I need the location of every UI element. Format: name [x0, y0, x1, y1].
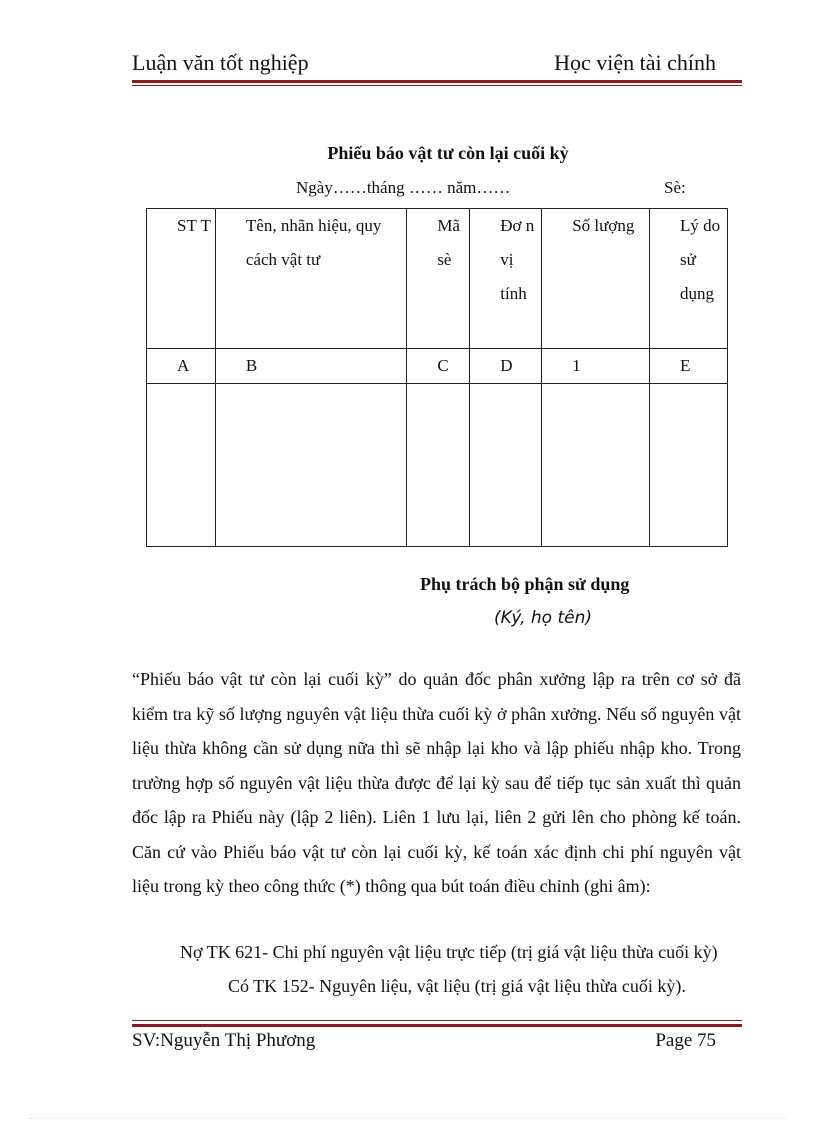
letter-1: 1	[542, 349, 650, 384]
col-header-stt: ST T	[147, 209, 216, 349]
signature-note: (Ký, họ tên)	[494, 608, 592, 628]
table-letter-row	[147, 349, 728, 384]
header-rule	[132, 80, 742, 83]
form-title: Phiếu báo vật tư còn lại cuối kỳ	[327, 143, 569, 163]
journal-entry-credit: Có TK 152- Nguyên liệu, vật liệu (trị giá vật liệu thừa cuối kỳ).	[228, 976, 686, 996]
col-header-code: Mã sè	[407, 209, 470, 349]
header-thesis-label: Luận văn tốt nghiệp	[132, 50, 309, 75]
empty-cell	[407, 384, 470, 547]
empty-cell	[650, 384, 728, 547]
col-header-quantity: Số lượng	[542, 209, 650, 349]
letter-a: A	[147, 349, 216, 384]
letter-c: C	[407, 349, 470, 384]
footer-student-name: SV:Nguyễn Thị Phương	[132, 1030, 316, 1051]
table-empty-row	[147, 384, 728, 547]
material-form-table	[146, 208, 728, 547]
form-serial-label: Sè:	[664, 178, 686, 197]
footer-rule-thin	[132, 1020, 742, 1021]
signature-title: Phụ trách bộ phận sử dụng	[420, 574, 630, 594]
footer-page-number: Page 75	[655, 1030, 716, 1051]
body-paragraph: “Phiếu báo vật tư còn lại cuối kỳ” do quản đốc phân xưởng lập ra trên cơ sở đã kiểm tra kỹ số lượng nguyên vật liệu thừa cuối kỳ ở phân xưởng. Nếu số nguyên vật liệu thừa không cần sử dụng nữa thì sẽ nhập lại kho và lập phiếu nhập kho. Trong trường hợp số nguyên vật liệu thừa được để lại kỳ sau để tiếp tục sản xuất thì quản đốc lập ra Phiếu này (lập 2 liên). Liên 1 lưu lại, liên 2 gửi lên cho phòng kế toán. Căn cứ vào Phiếu báo vật tư còn lại cuối kỳ, kế toán xác định chi phí nguyên vật liệu trong kỳ theo công thức (*) thông qua bút toán điều chỉnh (ghi âm):	[132, 669, 741, 896]
col-header-reason: Lý do sử dụng	[650, 209, 728, 349]
letter-b: B	[215, 349, 406, 384]
col-header-name: Tên, nhãn hiệu, quy cách vật tư	[215, 209, 406, 349]
journal-entry-debit: Nợ TK 621- Chi phí nguyên vật liệu trực tiếp (trị giá vật liệu thừa cuối kỳ)	[180, 942, 718, 962]
letter-e: E	[650, 349, 728, 384]
empty-cell	[470, 384, 542, 547]
header-institution-label: Học viện tài chính	[554, 50, 716, 75]
header-rule-thin	[132, 85, 742, 86]
empty-cell	[542, 384, 650, 547]
empty-cell	[215, 384, 406, 547]
table-header-row	[147, 209, 728, 349]
form-dateline: Ngày……tháng …… năm……	[296, 178, 511, 197]
col-header-unit: Đơ n vị tính	[470, 209, 542, 349]
page-bottom-divider	[30, 1118, 786, 1119]
empty-cell	[147, 384, 216, 547]
letter-d: D	[470, 349, 542, 384]
footer-rule	[132, 1024, 742, 1027]
